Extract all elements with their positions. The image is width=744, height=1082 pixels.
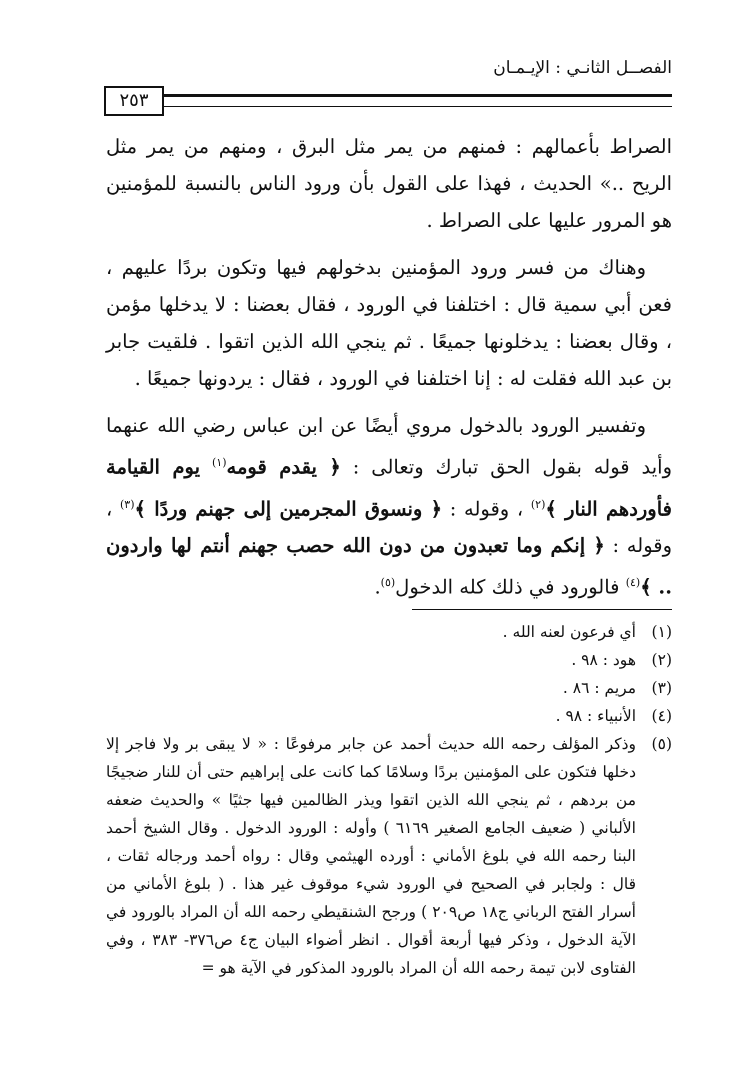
paragraph-3-text-2: ، وقوله : — [449, 497, 524, 520]
paragraph-3-text-4: فالورود في ذلك كله الدخول — [395, 575, 620, 599]
footnote-ref-4: (٤) — [625, 576, 641, 589]
footnote-separator — [412, 609, 672, 610]
footnote-item — [106, 702, 672, 730]
footnote-item — [106, 674, 672, 702]
paragraph-3-text-1: وتفسير الورود بالدخول مروي أيضًا عن ابن عباس رضي الله عنهما وأيد قوله بقول الحق تبارك وتعالى : — [106, 414, 673, 479]
paragraph-3-end: . — [374, 575, 381, 599]
footnote-number: (١) — [651, 623, 672, 641]
quran-verse-3: ﴿ إنكم وما تعبدون من دون الله حصب جهنم أنتم لها واردون .. ﴾ — [106, 534, 672, 599]
main-text — [106, 128, 672, 616]
footnote-number: (٤) — [651, 707, 672, 725]
footnote-ref-2: (٢) — [530, 497, 546, 511]
paragraph-3 — [106, 407, 672, 606]
footnote-text: وذكر المؤلف رحمه الله حديث أحمد عن جابر مرفوعًا : « لا يبقى بر ولا فاجر إلا دخلها فتكون على المؤمنين بردًا وسلامًا كما كانت على إبراهيم حتى أن للنار ضجيجًا من بردهم ، ثم ينجي الله الذين اتقوا ويذر الظالمين فيها جثيًا » والحديث ضعفه الألباني ( ضعيف الجامع الصغير ٦١٦٩ ) وأوله : الورود الدخول . وقال الشيخ أحمد البنا رحمه الله في بلوغ الأماني : أورده الهيثمي وقال : رواه أحمد ورجاله ثقات ، قال : ولجابر في الصحيح في الورود شيء موقوف غير هذا . ( بلوغ الأماني من أسرار الفتح الرباني ج١٨ ص٢٠٩ ) ورجح الشنقيطي رحمه الله أن المراد بالورود في الآية الدخول ، وذكر فيها أربعة أقوال . انظر أضواء البيان ج٤ ص٣٧٦- ٣٨٣ ، وفي الفتاوى لابن تيمة رحمه الله أن المراد بالورود المذكور في الآية هو = — [106, 735, 636, 977]
footnote-number: (٣) — [651, 679, 672, 697]
footnote-item — [106, 730, 672, 982]
footnote-ref-5: (٥) — [380, 576, 396, 589]
footnotes — [106, 618, 672, 982]
paragraph-3-text-3: ، وقوله : — [106, 497, 673, 557]
footnote-ref-3: (٣) — [119, 497, 135, 511]
footnote-text: هود : ٩٨ . — [571, 651, 636, 669]
chapter-title: الفصــل الثانـي : الإيـمـان — [493, 58, 672, 78]
quran-verse-2: ﴿ ونسوق المجرمين إلى جهنم وردًا ﴾ — [134, 497, 443, 520]
footnote-text: مريم : ٨٦ . — [562, 679, 636, 697]
footnote-text: الأنبياء : ٩٨ . — [555, 707, 636, 725]
footnote-number: (٥) — [651, 735, 672, 753]
footnote-ref-1: (١) — [211, 456, 227, 469]
header-rule — [160, 94, 672, 107]
footnote-item — [106, 618, 672, 646]
quran-verse-1a: ﴿ يقدم قومه — [226, 455, 341, 479]
footnote-text: أي فرعون لعنه الله . — [502, 623, 636, 641]
footnote-item — [106, 646, 672, 674]
footnote-number: (٢) — [651, 651, 672, 669]
paragraph-1: الصراط بأعمالهم : فمنهم من يمر مثل البرق ، ومنهم من يمر مثل الريح ..» الحديث ، فهذا على القول بأن ورود الناس بالنسبة للمؤمنين هو المرور عليها على الصراط . — [106, 135, 672, 232]
page-number: ٢٥٣ — [104, 86, 164, 116]
paragraph-2: وهناك من فسر ورود المؤمنين بدخولهم فيها وتكون بردًا عليهم ، فعن أبي سمية قال : اختلفنا في الورود ، فقال بعضنا : لا يدخلها مؤمن ، وقال بعضنا : يدخلونها جميعًا . ثم ينجي الله الذين اتقوا . فلقيت جابر بن عبد الله فقلت له : إنا اختلفنا في الورود ، فقال : يردونها جميعًا . — [106, 256, 672, 390]
quran-verse-1b: يوم القيامة فأوردهم النار ﴾ — [106, 455, 672, 520]
